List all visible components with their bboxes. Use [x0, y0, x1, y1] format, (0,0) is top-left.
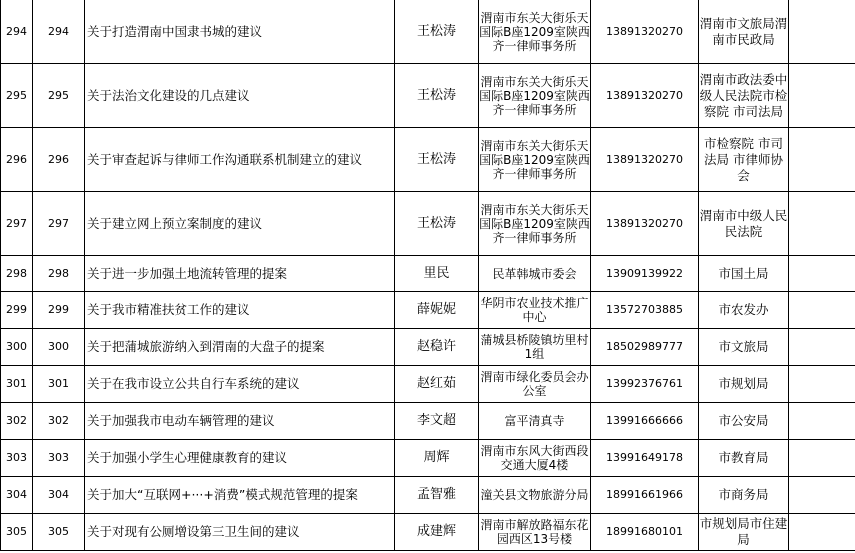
row-unit-cell: 渭南市东风大街西段交通大厦4楼 [479, 440, 591, 477]
row-unit-cell: 民革韩城市委会 [479, 256, 591, 292]
row-title-cell: 关于我市精准扶贫工作的建议 [85, 292, 395, 329]
row-seq-cell: 303 [1, 440, 33, 477]
row-title-cell: 关于建立网上预立案制度的建议 [85, 192, 395, 256]
row-unit-cell: 蒲城县桥陵镇坊里村1组 [479, 329, 591, 366]
table-row [1, 366, 855, 403]
row-department-cell: 渭南市政法委中级人民法院市检察院 市司法局 [699, 64, 789, 128]
row-department-cell: 市检察院 市司法局 市律师协会 [699, 128, 789, 192]
table-row [1, 329, 855, 366]
row-title-cell: 关于审查起诉与律师工作沟通联系机制建立的建议 [85, 128, 395, 192]
row-unit-cell: 渭南市解放路福东花园西区13号楼 [479, 514, 591, 551]
row-unit-cell: 华阴市农业技术推广中心 [479, 292, 591, 329]
table-row [1, 440, 855, 477]
row-empty-cell [789, 128, 855, 192]
row-department-cell: 市规划局市住建局 [699, 514, 789, 551]
row-department-cell: 渭南市文旅局渭南市民政局 [699, 0, 789, 64]
row-proposer-cell: 薛妮妮 [395, 292, 479, 329]
row-unit-cell: 富平清真寺 [479, 403, 591, 440]
row-phone-cell: 13891320270 [591, 0, 699, 64]
row-proposer-cell: 王松涛 [395, 128, 479, 192]
row-seq-cell: 299 [1, 292, 33, 329]
row-seq-cell: 295 [1, 64, 33, 128]
row-title-cell: 关于把蒲城旅游纳入到渭南的大盘子的提案 [85, 329, 395, 366]
row-empty-cell [789, 514, 855, 551]
row-phone-cell: 18991680101 [591, 514, 699, 551]
row-phone-cell: 13891320270 [591, 128, 699, 192]
row-proposer-cell: 赵红茹 [395, 366, 479, 403]
row-empty-cell [789, 292, 855, 329]
row-number-cell: 302 [33, 403, 85, 440]
row-proposer-cell: 赵稳许 [395, 329, 479, 366]
row-phone-cell: 13572703885 [591, 292, 699, 329]
row-seq-cell: 300 [1, 329, 33, 366]
table-row [1, 403, 855, 440]
row-proposer-cell: 里民 [395, 256, 479, 292]
row-phone-cell: 13991666666 [591, 403, 699, 440]
table-row [1, 192, 855, 256]
row-department-cell: 市农发办 [699, 292, 789, 329]
row-number-cell: 300 [33, 329, 85, 366]
row-proposer-cell: 王松涛 [395, 192, 479, 256]
row-title-cell: 关于加大“互联网+···+消费”模式规范管理的提案 [85, 477, 395, 514]
row-proposer-cell: 李文超 [395, 403, 479, 440]
row-title-cell: 关于打造渭南中国隶书城的建议 [85, 0, 395, 64]
row-proposer-cell: 成建辉 [395, 514, 479, 551]
row-proposer-cell: 周辉 [395, 440, 479, 477]
row-unit-cell: 渭南市东关大街乐天国际B座1209室陕西齐一律师事务所 [479, 128, 591, 192]
row-department-cell: 市公安局 [699, 403, 789, 440]
row-number-cell: 298 [33, 256, 85, 292]
row-proposer-cell: 孟智雅 [395, 477, 479, 514]
row-phone-cell: 13891320270 [591, 192, 699, 256]
row-empty-cell [789, 256, 855, 292]
row-department-cell: 市商务局 [699, 477, 789, 514]
row-seq-cell: 294 [1, 0, 33, 64]
row-title-cell: 关于加强我市电动车辆管理的建议 [85, 403, 395, 440]
row-department-cell: 市教育局 [699, 440, 789, 477]
row-empty-cell [789, 64, 855, 128]
row-seq-cell: 305 [1, 514, 33, 551]
row-number-cell: 299 [33, 292, 85, 329]
row-department-cell: 渭南市中级人民民法院 [699, 192, 789, 256]
row-seq-cell: 297 [1, 192, 33, 256]
row-phone-cell: 18502989777 [591, 329, 699, 366]
row-title-cell: 关于法治文化建设的几点建议 [85, 64, 395, 128]
row-number-cell: 296 [33, 128, 85, 192]
row-seq-cell: 296 [1, 128, 33, 192]
table-row [1, 128, 855, 192]
row-number-cell: 297 [33, 192, 85, 256]
row-unit-cell: 渭南市东关大街乐天国际B座1209室陕西齐一律师事务所 [479, 0, 591, 64]
row-phone-cell: 18991661966 [591, 477, 699, 514]
row-proposer-cell: 王松涛 [395, 64, 479, 128]
row-title-cell: 关于加强小学生心理健康教育的建议 [85, 440, 395, 477]
table-row [1, 514, 855, 551]
row-phone-cell: 13992376761 [591, 366, 699, 403]
row-empty-cell [789, 0, 855, 64]
row-seq-cell: 298 [1, 256, 33, 292]
table-row [1, 256, 855, 292]
row-number-cell: 304 [33, 477, 85, 514]
row-number-cell: 305 [33, 514, 85, 551]
row-title-cell: 关于进一步加强土地流转管理的提案 [85, 256, 395, 292]
row-number-cell: 303 [33, 440, 85, 477]
row-number-cell: 294 [33, 0, 85, 64]
row-empty-cell [789, 192, 855, 256]
row-unit-cell: 渭南市东关大街乐天国际B座1209室陕西齐一律师事务所 [479, 192, 591, 256]
row-unit-cell: 潼关县文物旅游分局 [479, 477, 591, 514]
row-title-cell: 关于对现有公厕增设第三卫生间的建议 [85, 514, 395, 551]
row-number-cell: 301 [33, 366, 85, 403]
row-empty-cell [789, 366, 855, 403]
table-row [1, 477, 855, 514]
row-phone-cell: 13891320270 [591, 64, 699, 128]
row-seq-cell: 302 [1, 403, 33, 440]
table-row [1, 292, 855, 329]
row-seq-cell: 301 [1, 366, 33, 403]
row-seq-cell: 304 [1, 477, 33, 514]
row-unit-cell: 渭南市东关大街乐天国际B座1209室陕西齐一律师事务所 [479, 64, 591, 128]
row-department-cell: 市国土局 [699, 256, 789, 292]
row-empty-cell [789, 403, 855, 440]
row-number-cell: 295 [33, 64, 85, 128]
row-department-cell: 市规划局 [699, 366, 789, 403]
row-phone-cell: 13909139922 [591, 256, 699, 292]
table-row [1, 0, 855, 64]
row-phone-cell: 13991649178 [591, 440, 699, 477]
row-empty-cell [789, 477, 855, 514]
table-row [1, 64, 855, 128]
row-unit-cell: 渭南市绿化委员会办公室 [479, 366, 591, 403]
row-department-cell: 市文旅局 [699, 329, 789, 366]
row-empty-cell [789, 329, 855, 366]
row-empty-cell [789, 440, 855, 477]
row-proposer-cell: 王松涛 [395, 0, 479, 64]
row-title-cell: 关于在我市设立公共自行车系统的建议 [85, 366, 395, 403]
